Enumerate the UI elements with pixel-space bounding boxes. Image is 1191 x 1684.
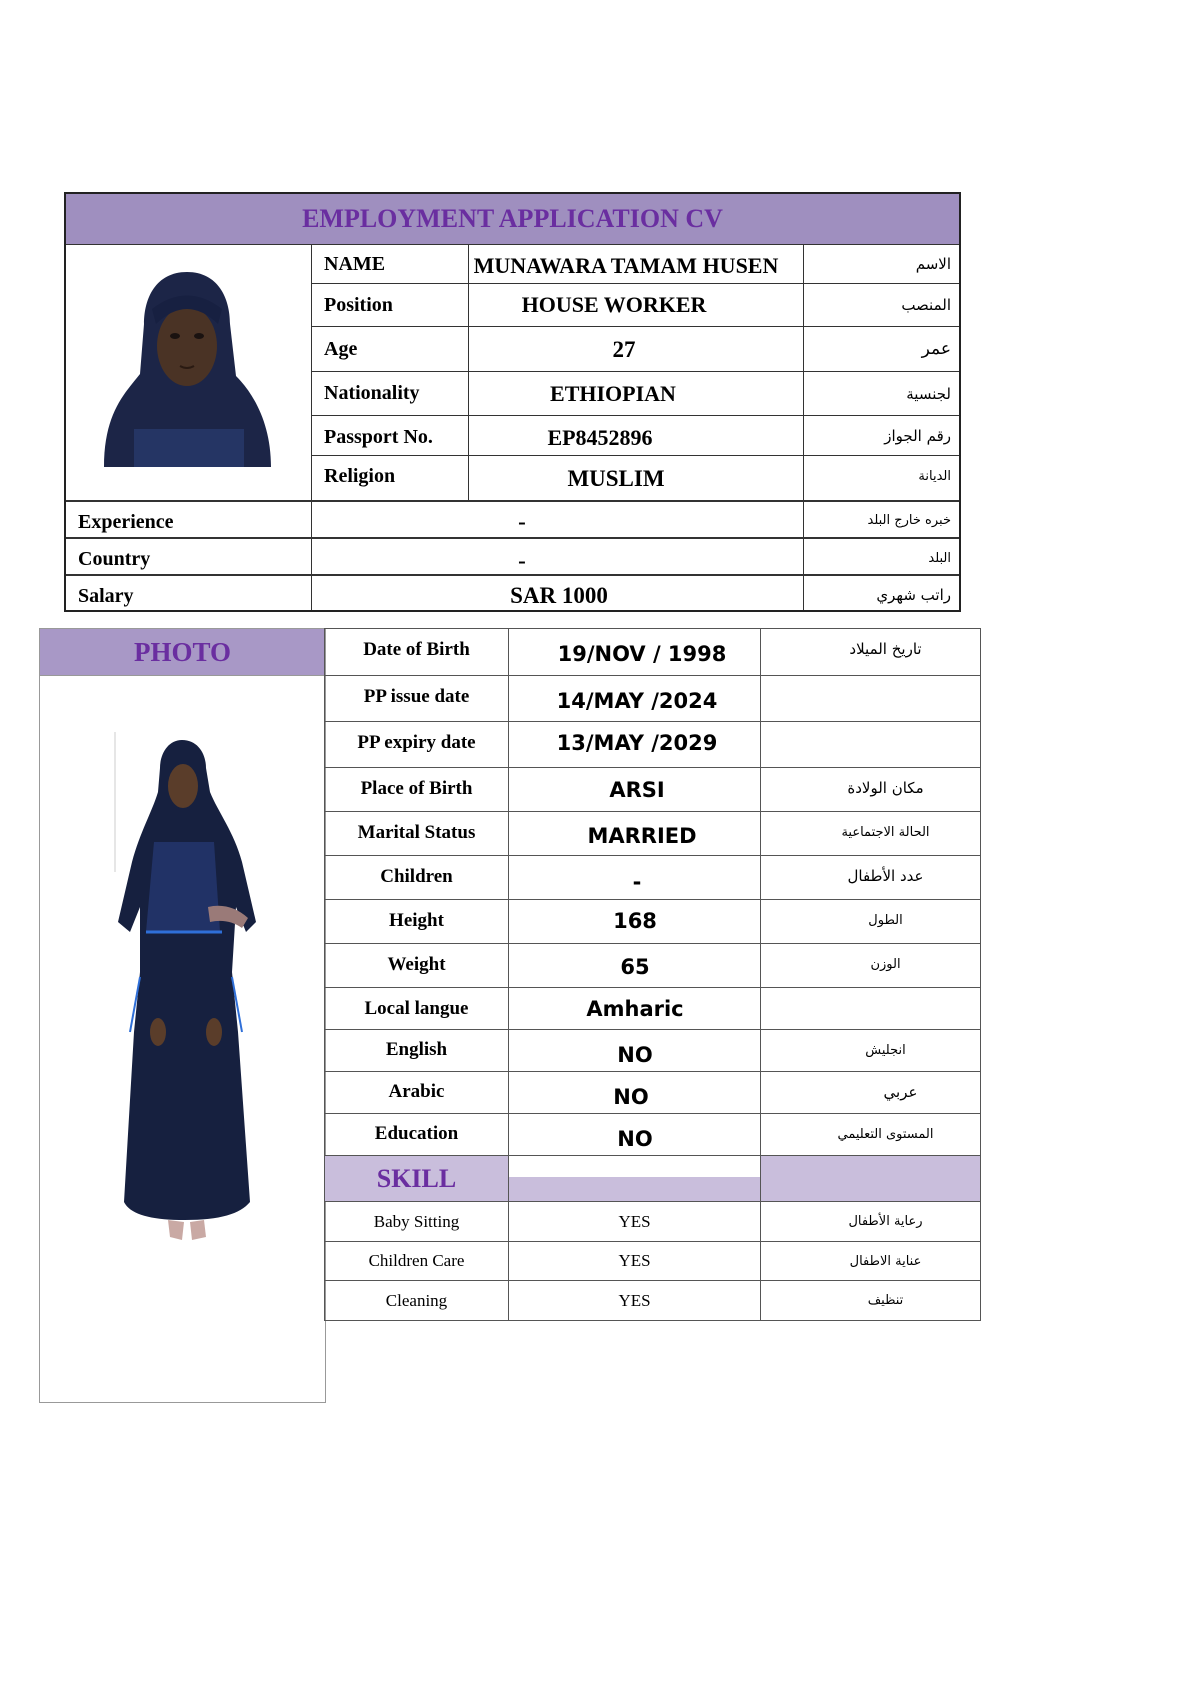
pp-expiry-value: 13/MAY /2029: [556, 731, 718, 755]
nationality-value: ETHIOPIAN: [550, 380, 676, 406]
skill-header-fill-right: [761, 1156, 980, 1201]
english-arabic: انجليش: [865, 1042, 906, 1058]
country-arabic: البلد: [928, 550, 951, 566]
title-banner: [66, 194, 959, 244]
marital-value: MARRIED: [587, 824, 697, 848]
children-arabic: عدد الأطفال: [847, 867, 924, 885]
age-label: Age: [324, 337, 358, 360]
position-value: HOUSE WORKER: [521, 292, 707, 317]
pp-issue-value: 14/MAY /2024: [556, 689, 718, 713]
skill-baby-sitting-value: YES: [618, 1211, 651, 1231]
education-label: Education: [374, 1123, 459, 1144]
photo-header-label: PHOTO: [133, 636, 232, 667]
name-value: MUNAWARA TAMAM HUSEN: [473, 253, 779, 278]
marital-label: Marital Status: [357, 822, 476, 843]
skill-cleaning-value: YES: [618, 1290, 651, 1310]
position-arabic: المنصب: [901, 296, 951, 314]
english-label: English: [385, 1039, 448, 1060]
arabic-value: NO: [613, 1085, 649, 1109]
religion-arabic: الديانة: [918, 468, 951, 484]
dob-label: Date of Birth: [363, 639, 470, 660]
pp-expiry-arabic: [761, 722, 980, 767]
nationality-arabic: لجنسية: [906, 384, 951, 403]
experience-arabic: خبره خارج البلد: [867, 512, 951, 528]
skill-children-care-label: Children Care: [368, 1251, 465, 1270]
children-value: -: [632, 870, 642, 894]
experience-label: Experience: [78, 510, 174, 533]
education-value: NO: [617, 1127, 653, 1151]
local-language-arabic: [761, 988, 980, 1028]
dob-arabic: تاريخ الميلاد: [849, 640, 922, 658]
photo-header: [40, 629, 325, 676]
skill-baby-sitting-label: Baby Sitting: [373, 1211, 460, 1231]
headshot-photo: [104, 264, 271, 467]
page-title: EMPLOYMENT APPLICATION CV: [302, 204, 723, 233]
local-language-value: Amharic: [586, 997, 684, 1021]
experience-value: -: [518, 509, 526, 534]
country-value: -: [518, 548, 526, 573]
pp-issue-arabic: [761, 676, 980, 721]
weight-label: Weight: [387, 954, 446, 975]
skill-header-fill-mid: [509, 1177, 760, 1201]
nationality-label: Nationality: [324, 382, 420, 404]
salary-value: SAR 1000: [510, 583, 608, 608]
religion-value: MUSLIM: [567, 466, 665, 491]
pp-issue-label: PP issue date: [363, 686, 470, 707]
country-label: Country: [78, 547, 151, 570]
name-label: NAME: [324, 252, 386, 275]
skill-baby-sitting-arabic: رعاية الأطفال: [848, 1214, 923, 1229]
birthplace-arabic: مكان الولادة: [847, 779, 924, 797]
pp-expiry-label: PP expiry date: [357, 732, 476, 753]
skill-cleaning-label: Cleaning: [385, 1290, 448, 1310]
passport-arabic: رقم الجواز: [884, 427, 951, 445]
dob-value: 19/NOV / 1998: [557, 642, 727, 666]
age-arabic: عمر: [921, 339, 951, 359]
name-arabic: الاسم: [915, 255, 951, 273]
passport-value: EP8452896: [547, 425, 653, 450]
arabic-label: Arabic: [388, 1081, 445, 1102]
english-value: NO: [617, 1043, 653, 1067]
height-arabic: الطول: [868, 912, 903, 928]
education-arabic: المستوى التعليمي: [837, 1126, 934, 1142]
skill-children-care-arabic: عناية الاطفال: [849, 1253, 922, 1269]
local-language-label: Local langue: [364, 998, 469, 1019]
position-label: Position: [324, 293, 393, 316]
height-label: Height: [389, 910, 444, 931]
children-label: Children: [380, 866, 453, 887]
arabic-arabic: عربي: [883, 1083, 918, 1101]
salary-label: Salary: [78, 584, 134, 607]
skill-header-label: SKILL: [376, 1163, 457, 1193]
birthplace-label: Place of Birth: [360, 778, 473, 799]
weight-value: 65: [620, 955, 650, 979]
skill-header: [325, 1156, 508, 1201]
birthplace-value: ARSI: [609, 778, 665, 802]
full-body-photo: [110, 732, 260, 1247]
salary-arabic: راتب شهري: [876, 586, 951, 604]
skill-children-care-value: YES: [618, 1251, 651, 1270]
skill-cleaning-arabic: تنظيف: [867, 1293, 904, 1308]
marital-arabic: الحالة الاجتماعية: [841, 824, 930, 840]
religion-label: Religion: [324, 464, 396, 487]
height-value: 168: [613, 909, 657, 933]
passport-label: Passport No.: [324, 425, 433, 448]
weight-arabic: الوزن: [870, 956, 901, 972]
age-value: 27: [612, 337, 636, 362]
